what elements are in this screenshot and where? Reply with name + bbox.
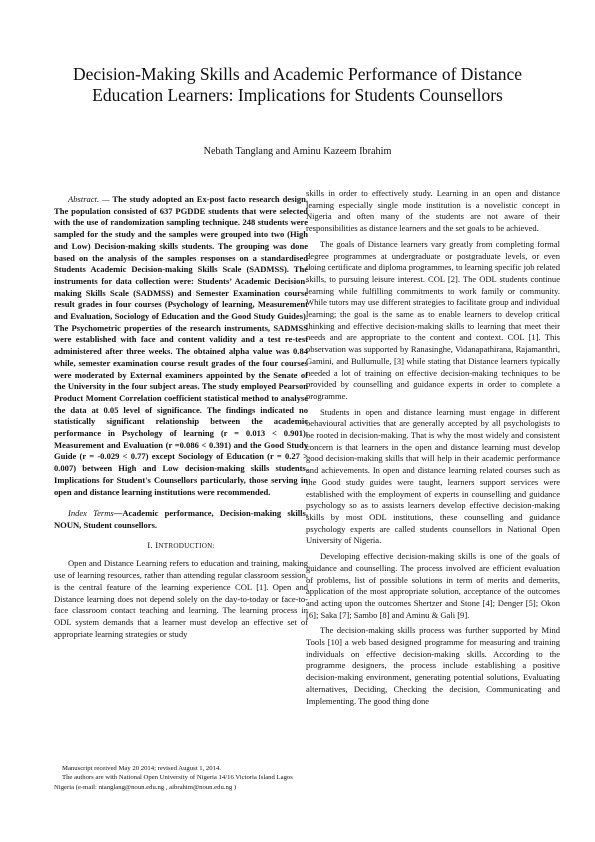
body-paragraph: Developing effective decision-making skills is one of the goals of guidance and counselling. The process involved are efficient evaluation of problems, list of possible solutions in term of merits and demerits, application of the most appropriate solution, acceptance of the outcomes and acting upon the outcomes Shertzer and Stone [4]; Denger [5]; Okon [6]; Saka [7]; Sambo [8] and Aminu & Gali [9]. — [306, 551, 560, 620]
body-paragraph: The decision-making skills process was further supported by Mind Tools [10] a web based designed programme for measuring and training individuals on effective decision-making skills. According to the programme designers, the process include establishing a positive decision-making environment, generating potential solutions, Evaluating alternatives, Deciding, Checking the decision, Communicating and Implementing. The good thing done — [306, 625, 560, 706]
body-paragraph: Open and Distance Learning refers to education and training, making use of learning resources, rather than attending regular classroom session, is the central feature of the learning experience COL [1]. Open and Distance learning does not depend solely on the day-to-today or face-to-face classroom contact teaching and learning. The learning process in ODL system demands that a learner must develop an effective set of appropriate learning strategies or study — [54, 558, 308, 639]
section-number: I. — [147, 539, 156, 550]
left-column — [54, 194, 308, 644]
section-heading — [54, 540, 308, 553]
index-terms-text: —Academic performance, Decision-making skills, NOUN, Student counsellors. — [54, 508, 308, 530]
abstract-paragraph — [54, 194, 308, 498]
body-paragraph: Students in open and distance learning must engage in different behavioural activities that are generally accepted by all psychologists to be rooted in decision-making. That is why the most widely and consistent concern is that learners in the open and distance learning must develop good decision-making skills that will help in their academic performance and achievements. In open and distance learning related courses such as the Good study guides were taught, learners support services were established with the employment of experts in counselling and guidance psychology so as to assists learners develop effective decision-making skills by most ODL institutions, these counselling and guidance psychology experts are called students counsellors in National Open University of Nigeria. — [306, 406, 560, 546]
footnote-affiliation: The authors are with National Open University of Nigeria 14/16 Victoria Island Lagos Nigeria (e-mail: ntanglang@noun.edu.ng , aibrahim@noun.edu.ng ) — [54, 774, 293, 791]
abstract-lead: Abstract. — — [68, 194, 110, 204]
paper-title: Decision-Making Skills and Academic Performance of Distance Education Learners: Implications for Students Counsellors — [72, 64, 523, 105]
body-paragraph: skills in order to effectively study. Learning in an open and distance learning especially single mode institution is a novelistic concept in Nigeria and often many of the students are not aware of their responsibilities as distance learners and the set goals to be achieved. — [306, 188, 560, 234]
section-initial: I — [155, 539, 159, 550]
right-column — [306, 188, 560, 711]
footnotes — [54, 764, 304, 792]
index-terms-lead: Index Terms — [68, 508, 114, 519]
paper-authors: Nebath Tanglang and Aminu Kazeem Ibrahim — [203, 146, 392, 157]
section-rest: NTRODUCTION: — [158, 541, 215, 550]
footnote-received: Manuscript received May 20 2014; revised August 1, 2014. — [62, 765, 221, 772]
body-paragraph: The goals of Distance learners vary greatly from completing formal degree programmes at undergraduate or postgraduate levels, or even doing certificate and diploma programmes, to learning specific job related skills, to pursuing leisure interest. COL [2]. The ODL students continue learning while fulfilling commitments to work family or community. While tutors may use different strategies to facilitate group and individual learning; the goal is the same as to enable learners to develop critical thinking and effective decision-making skills to learning that meet their needs and are appropriate to the content and context. COL [1]. This observation was supported by Ranasinghe, Vidanapathirana, Rajamanthri, Gamini, and Bullumulle, [3] while stating that Distance learners typically needed a lot of training on effective decision-making techniques to be provided by counselling and guidance experts in order to complete a programme. — [306, 238, 560, 401]
abstract-text: The study adopted an Ex-post facto research design. The population consisted of 637 PGDDE students that were selected with the use of randomization sampling technique. 248 students were sampled for the study and the samples were grouped into two (High and Low) Decision-making skills students. The grouping was done based on the analysis of the samples responses on a standardised Students Academic Decision-making Skills Scale (SADMSS). The instruments for data collection were: Students’ Academic Decision-making Skills Scale (SADMSS) and Semester Examination course result grades in four courses (Psychology of learning, Measurement and Evaluation, Sociology of Education and the Good Study Guides). The Psychometric properties of the research instruments, SADMSS were established with face and content validity and a test re-test administered after three weeks. The obtained alpha value was 0.84 while, semester examination course result grades of the four courses were moderated by External examiners appointed by the Senate of the University in the four subject areas. The study employed Pearson Product Moment Correlation coefficient statistical method to analyse the data at 0.05 level of significance. The findings indicated no statistically significant relationship between the academic performance in Psychology of learning (r = 0.013 < 0.901), Measurement and Evaluation (r =0.086 < 0.391) and the Good Study Guide (r = -0.029 < 0.77) except Sociology of Education (r = 0.27 > 0.007) between High and Low decision-making skills students. Implications for Student's Counsellors particularly, those serving in open and distance learning institutions were recommended. — [54, 194, 308, 497]
index-terms — [54, 508, 308, 531]
